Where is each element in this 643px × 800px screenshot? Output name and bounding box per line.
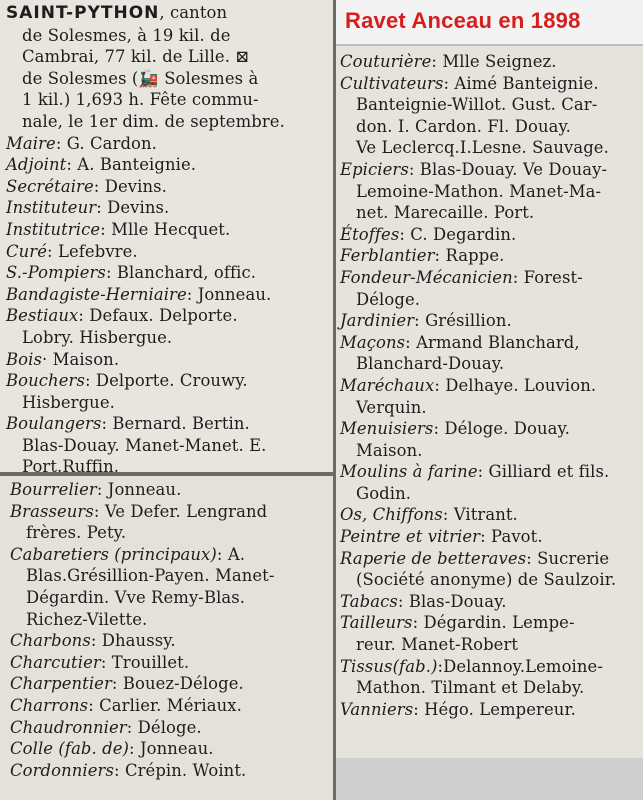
entry-text: : Aimé Banteignie. bbox=[443, 73, 599, 93]
directory-line bbox=[340, 397, 637, 419]
directory-line bbox=[340, 375, 637, 397]
entry-text: : Pavot. bbox=[480, 527, 543, 547]
entry-text: frères. Pety. bbox=[26, 523, 127, 543]
entry-text: Lemoine-Mathon. Manet-Ma- bbox=[356, 181, 602, 201]
entry-text: : G. Cardon. bbox=[55, 133, 157, 153]
directory-line bbox=[340, 548, 637, 570]
entry-text: Dégardin. Vve Remy-Blas. bbox=[26, 587, 246, 607]
entry-text: : Jonneau. bbox=[129, 739, 214, 759]
directory-line bbox=[6, 349, 327, 371]
entry-text: Verquin. bbox=[356, 397, 427, 417]
directory-line bbox=[6, 241, 327, 263]
trade-label: Ferblantier bbox=[340, 246, 435, 266]
bottom-margin bbox=[336, 758, 643, 800]
directory-line bbox=[340, 202, 637, 224]
entry-text: : Dégardin. Lempe- bbox=[412, 613, 575, 633]
directory-line bbox=[6, 370, 327, 392]
entry-text: : Mlle Hecquet. bbox=[100, 219, 231, 239]
entry-text: Blanchard-Douay. bbox=[356, 354, 505, 374]
trade-label: S.-Pompiers bbox=[6, 263, 106, 283]
directory-line bbox=[6, 327, 327, 349]
trade-label: Maçons bbox=[340, 332, 406, 352]
entry-text: Blas-Douay. Manet-Manet. E. bbox=[22, 435, 267, 455]
entry-text: Ve Leclercq.I.Lesne. Sauvage. bbox=[356, 138, 609, 158]
trade-label: Moulins à farine bbox=[340, 462, 478, 482]
directory-line bbox=[6, 456, 327, 472]
entry-text: Richez-Vilette. bbox=[26, 609, 148, 629]
entry-text: : Trouillet. bbox=[100, 652, 190, 672]
directory-line bbox=[340, 612, 637, 634]
entry-text: : Rappe. bbox=[434, 246, 505, 266]
trade-label: Fondeur-Mécanicien bbox=[340, 267, 513, 287]
directory-line bbox=[340, 656, 637, 678]
section-divider bbox=[0, 472, 333, 476]
column-divider bbox=[333, 0, 336, 800]
entry-text: : Blas-Douay. bbox=[397, 591, 507, 611]
directory-line bbox=[6, 413, 327, 435]
trade-label: Boulangers bbox=[6, 414, 102, 434]
directory-line bbox=[10, 522, 327, 544]
entry-text: · Maison. bbox=[41, 349, 120, 369]
entry-text: : Déloge. bbox=[126, 717, 202, 737]
trade-label: Bouchers bbox=[6, 371, 85, 391]
entry-text: : Dhaussy. bbox=[90, 631, 176, 651]
entry-text: : Lefebvre. bbox=[47, 241, 138, 261]
entry-text: : Defaux. Delporte. bbox=[78, 306, 238, 326]
trade-label: Menuisiers bbox=[340, 419, 434, 439]
directory-line bbox=[340, 73, 637, 95]
trade-label: Tailleurs bbox=[340, 613, 413, 633]
trade-label: Vanniers bbox=[340, 699, 414, 719]
entry-text: : Crépin. Woint. bbox=[114, 760, 247, 780]
directory-line bbox=[340, 94, 637, 116]
trade-label: Bestiaux bbox=[6, 306, 79, 326]
trade-label: Chaudronnier bbox=[10, 717, 127, 737]
directory-line bbox=[340, 332, 637, 354]
entry-text: (Société anonyme) de Saulzoir. bbox=[356, 570, 617, 590]
trade-label: Maréchaux bbox=[340, 375, 435, 395]
directory-line bbox=[10, 717, 327, 739]
directory-line bbox=[340, 440, 637, 462]
town-name: SAINT-PYTHON bbox=[6, 3, 160, 23]
directory-line bbox=[340, 353, 637, 375]
directory-line bbox=[340, 418, 637, 440]
directory-line bbox=[340, 461, 637, 483]
entry-text: : Bernard. Bertin. bbox=[101, 414, 250, 434]
directory-line bbox=[340, 159, 637, 181]
entry-text: : Bouez-Déloge. bbox=[111, 674, 244, 694]
entry-text: :Delannoy.Lemoine- bbox=[437, 656, 603, 676]
entry-text: : A. bbox=[216, 544, 246, 564]
directory-line bbox=[340, 267, 637, 289]
directory-line bbox=[6, 68, 327, 90]
entry-text: : Carlier. Mériaux. bbox=[88, 695, 242, 715]
directory-line bbox=[340, 245, 637, 267]
entry-text: : Jonneau. bbox=[96, 480, 182, 499]
directory-line bbox=[6, 46, 327, 68]
directory-page-bottom-left bbox=[0, 476, 333, 800]
trade-label: Epiciers bbox=[340, 159, 409, 179]
entry-text: de Solesmes (🚂 Solesmes à bbox=[22, 68, 259, 88]
trade-label: Cultivateurs bbox=[340, 73, 444, 93]
directory-line bbox=[6, 435, 327, 457]
entry-text: Banteignie-Willot. Gust. Car- bbox=[356, 95, 598, 115]
directory-line bbox=[340, 699, 637, 721]
trade-label: Curé bbox=[6, 241, 48, 261]
directory-page-top-left bbox=[0, 0, 333, 472]
entry-text: : Mlle Seignez. bbox=[431, 52, 557, 71]
entry-text: : Forest- bbox=[512, 267, 583, 287]
entry-text: : Hégo. Lempereur. bbox=[413, 699, 576, 719]
trade-label: Instituteur bbox=[6, 198, 97, 218]
trade-label: Peintre et vitrier bbox=[340, 527, 481, 547]
directory-line bbox=[10, 587, 327, 609]
directory-line bbox=[6, 2, 327, 25]
entry-text: don. I. Cardon. Fl. Douay. bbox=[356, 116, 571, 136]
entry-text: : Blas-Douay. Ve Douay- bbox=[408, 159, 608, 179]
directory-line bbox=[6, 176, 327, 198]
entry-text: : Vitrant. bbox=[442, 505, 518, 525]
entry-text: 1 kil.) 1,693 h. Fête commu- bbox=[22, 90, 259, 110]
trade-label: Charrons bbox=[10, 695, 89, 715]
directory-line bbox=[6, 392, 327, 414]
directory-line bbox=[6, 219, 327, 241]
entry-text: Port.Ruffin. bbox=[22, 457, 120, 472]
directory-line bbox=[6, 133, 327, 155]
directory-line bbox=[340, 51, 637, 73]
entry-text: : A. Banteignie. bbox=[66, 155, 197, 175]
trade-label: Bandagiste-Herniaire bbox=[6, 284, 187, 304]
entry-text: : Delporte. Crouwy. bbox=[84, 371, 248, 391]
directory-line bbox=[6, 305, 327, 327]
directory-line bbox=[340, 310, 637, 332]
directory-line bbox=[340, 181, 637, 203]
directory-line bbox=[10, 609, 327, 631]
directory-line bbox=[6, 25, 327, 47]
directory-line bbox=[340, 591, 637, 613]
directory-line bbox=[6, 197, 327, 219]
entry-text: : Devins. bbox=[96, 198, 170, 218]
entry-text: : Grésillion. bbox=[414, 311, 512, 331]
trade-label: Étoffes bbox=[340, 224, 400, 244]
trade-label: Os, Chiffons bbox=[340, 505, 443, 525]
directory-line bbox=[340, 483, 637, 505]
entry-text: : Devins. bbox=[93, 176, 167, 196]
trade-label: Tabacs bbox=[340, 591, 398, 611]
trade-label: Cabaretiers (principaux) bbox=[10, 544, 217, 564]
directory-line bbox=[340, 116, 637, 138]
directory-line bbox=[340, 526, 637, 548]
directory-line bbox=[340, 289, 637, 311]
trade-label: Bourrelier bbox=[10, 480, 97, 499]
trade-label: Charcutier bbox=[10, 652, 101, 672]
directory-line bbox=[340, 569, 637, 591]
directory-line bbox=[10, 673, 327, 695]
entry-text: Lobry. Hisbergue. bbox=[22, 327, 173, 347]
directory-page-right bbox=[336, 46, 643, 758]
entry-text: Hisbergue. bbox=[22, 392, 115, 412]
entry-text: : Blanchard, offic. bbox=[105, 263, 257, 283]
directory-line bbox=[340, 634, 637, 656]
entry-text: : Delhaye. Louvion. bbox=[434, 375, 597, 395]
directory-line bbox=[10, 479, 327, 501]
trade-label: Adjoint bbox=[6, 155, 67, 175]
entry-text: : Armand Blanchard, bbox=[405, 332, 580, 352]
trade-label: Maire bbox=[6, 133, 56, 153]
directory-line bbox=[10, 652, 327, 674]
entry-text: : C. Degardin. bbox=[399, 224, 517, 244]
directory-line bbox=[10, 630, 327, 652]
directory-line bbox=[340, 677, 637, 699]
entry-text: de Solesmes, à 19 kil. de bbox=[22, 25, 231, 45]
entry-text: : Gilliard et fils. bbox=[477, 462, 610, 482]
trade-label: Colle (fab. de) bbox=[10, 739, 130, 759]
directory-line bbox=[10, 738, 327, 760]
trade-label: Bois bbox=[6, 349, 42, 369]
entry-text: : Jonneau. bbox=[186, 284, 272, 304]
trade-label: Charbons bbox=[10, 631, 91, 651]
entry-text: Cambrai, 77 kil. de Lille. ⊠ bbox=[22, 47, 250, 67]
directory-line bbox=[6, 284, 327, 306]
directory-line bbox=[340, 224, 637, 246]
entry-text: : Sucrerie bbox=[526, 548, 610, 568]
entry-text: reur. Manet-Robert bbox=[356, 635, 519, 655]
entries-right bbox=[340, 51, 637, 720]
trade-label: Couturière bbox=[340, 52, 432, 71]
entry-text: Blas.Grésillion-Payen. Manet- bbox=[26, 566, 275, 586]
trade-label: Cordonniers bbox=[10, 760, 115, 780]
directory-line bbox=[6, 154, 327, 176]
entry-text: net. Marecaille. Port. bbox=[356, 203, 535, 223]
trade-label: Jardinier bbox=[340, 311, 415, 331]
entry-text: Mathon. Tilmant et Delaby. bbox=[356, 678, 585, 698]
directory-line bbox=[10, 565, 327, 587]
directory-line bbox=[10, 501, 327, 523]
directory-line bbox=[340, 504, 637, 526]
entry-text: nale, le 1er dim. de septembre. bbox=[22, 111, 285, 131]
trade-label: Charpentier bbox=[10, 674, 112, 694]
page-title: Ravet Anceau en 1898 bbox=[345, 8, 581, 33]
entries-top-left bbox=[6, 2, 327, 472]
directory-line bbox=[6, 262, 327, 284]
trade-label: Raperie de betteraves bbox=[340, 548, 527, 568]
entry-text: , canton bbox=[159, 3, 228, 22]
entry-text: Déloge. bbox=[356, 289, 421, 309]
directory-line bbox=[6, 89, 327, 111]
directory-line bbox=[10, 695, 327, 717]
directory-line bbox=[6, 111, 327, 133]
trade-label: Secrétaire bbox=[6, 176, 94, 196]
entry-text: : Ve Defer. Lengrand bbox=[93, 501, 268, 521]
trade-label: Brasseurs bbox=[10, 501, 94, 521]
entry-text: : Déloge. Douay. bbox=[433, 419, 570, 439]
directory-line bbox=[10, 760, 327, 782]
entries-bottom-left bbox=[10, 479, 327, 781]
trade-label: Tissus(fab.) bbox=[340, 656, 438, 676]
directory-line bbox=[10, 544, 327, 566]
directory-line bbox=[340, 137, 637, 159]
entry-text: Godin. bbox=[356, 483, 412, 503]
entry-text: Maison. bbox=[356, 440, 423, 460]
trade-label: Institutrice bbox=[6, 219, 101, 239]
